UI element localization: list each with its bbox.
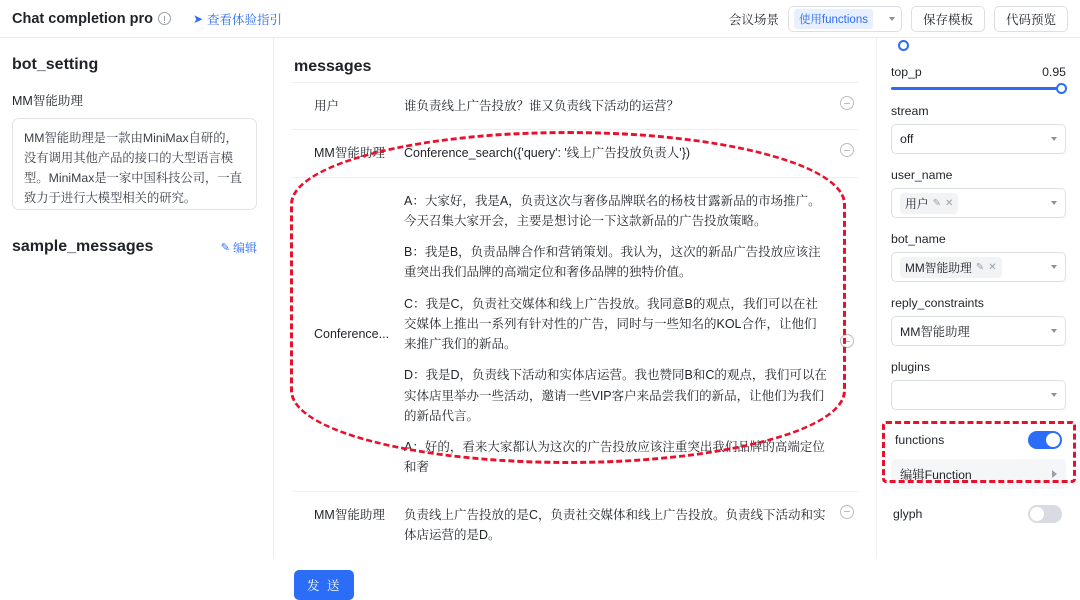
close-icon[interactable]: ✕ [945,197,954,209]
user-name-value: 用户 [905,196,929,211]
bot-name-label: bot_name [891,232,946,246]
glyph-toggle-row [891,505,1066,523]
top-p-slider-fill [891,87,1061,90]
reply-constraints-value: MM智能助理 [900,325,970,339]
code-preview-button[interactable]: 代码预览 [994,6,1068,32]
message-role: Conference... [314,327,390,341]
message-role: 用户 [314,99,340,113]
top-bar [0,0,1080,38]
messages-title: messages [294,58,372,75]
edit-sample-messages-link[interactable] [221,239,257,256]
pencil-icon[interactable]: ✎ [932,197,941,209]
reply-constraints-label: reply_constraints [891,296,984,310]
message-paragraph: A：大家好，我是A，负责这次与奢侈品牌联名的杨枝甘露新品的市场推广。今天召集大家开会，主要是想讨论一下这款新品的广告投放策略。 [404,193,821,228]
message-content[interactable]: 谁负责线上广告投放？谁又负责线下活动的运营？ [404,99,680,113]
plugins-select[interactable] [891,380,1066,410]
sample-messages-header [12,238,257,256]
toggle-knob [1046,433,1060,447]
user-name-label: user_name [891,168,953,182]
close-icon[interactable]: ✕ [988,261,997,273]
stream-label: stream [891,104,929,118]
edit-function-button[interactable] [891,459,1066,489]
minus-circle-icon[interactable] [840,505,854,519]
info-circle-icon[interactable] [158,12,171,25]
message-paragraph: C：我是C，负责社交媒体和线上广告投放。我同意B的观点，我们可以在社交媒体上推出一系列有针对性的广告，同时与一些知名的KOL合作，让他们来推广我们的新品。 [404,296,818,351]
functions-toggle-row [891,426,1066,454]
reply-constraints-select[interactable] [891,316,1066,346]
pencil-icon[interactable]: ✎ [975,261,985,273]
guide-link[interactable] [193,10,282,28]
message-paragraph: D：我是D，负责线下活动和实体店运营。我也赞同B和C的观点，我们可以在实体店里举办一些活动，邀请一些VIP客户来品尝我们的新品，让他们为我们的新品代言。 [404,368,827,423]
bot-name-value: MM智能助理 [905,260,972,275]
chevron-right-icon [1052,470,1057,478]
chevron-down-icon [1051,201,1057,205]
message-paragraph: A：好的，看来大家都认为这次的广告投放应该注重突出我们品牌的高端定位和奢 [404,440,825,475]
message-row [292,129,858,176]
minus-circle-icon[interactable] [840,96,854,110]
top-p-value: 0.95 [1042,65,1066,79]
bot-name-label: MM智能助理 [12,94,83,108]
pencil-icon: ✎ [220,241,230,254]
message-content[interactable]: 负责线上广告投放的是C，负责社交媒体和线上广告投放。负责线下活动和实体店运营的是D。 [404,507,826,542]
send-button[interactable]: 发 送 [294,570,354,600]
bot-description-text: MM智能助理是一款由MiniMax自研的，没有调用其他产品的接口的大型语言模型。MiniMax是一家中国科技公司，一直致力于进行大模型相关的研究。 [24,131,242,205]
toggle-knob [1030,507,1044,521]
previous-slider-track[interactable] [891,44,1066,47]
right-panel [876,38,1080,558]
scene-select[interactable] [788,6,902,32]
scene-tag: 使用functions [794,9,873,29]
message-role: MM智能助理 [314,507,385,522]
message-paragraph: B：我是B，负责品牌合作和营销策划。我认为，这次的新品广告投放应该注重突出我们品牌的高端定位和奢侈品牌的独特价值。 [404,245,821,280]
scene-label: 会议场景 [728,12,779,27]
app-title [12,11,171,27]
functions-label: functions [895,433,945,447]
user-name-select[interactable] [891,188,1066,218]
previous-slider-knob[interactable] [898,40,909,51]
chevron-down-icon [1051,393,1057,397]
chevron-down-icon [1051,329,1057,333]
stream-value: off [900,132,914,146]
message-row [292,177,858,491]
top-p-label: top_p [891,65,922,79]
glyph-toggle[interactable] [1028,505,1062,523]
top-p-label-row [891,65,1066,79]
guide-link-label: 查看体验指引 [207,12,283,27]
bot-name-tag[interactable] [900,257,1002,278]
edit-label: 编辑 [232,240,257,255]
bot-name-select[interactable] [891,252,1066,282]
functions-toggle[interactable] [1028,431,1062,449]
message-row [292,82,858,129]
save-template-button[interactable]: 保存模板 [911,6,985,32]
top-p-slider-track[interactable] [891,87,1066,90]
top-p-slider[interactable] [891,87,1066,90]
message-content[interactable]: Conference_search({'query': '线上广告投放负责人'}) [404,146,691,161]
chevron-down-icon [1051,137,1057,141]
top-p-slider-knob[interactable] [1056,83,1067,94]
paper-plane-icon: ➤ [192,11,204,26]
message-role: MM智能助理 [314,146,385,161]
sample-messages-title: sample_messages [12,238,154,255]
bot-setting-title: bot_setting [12,56,99,73]
chevron-down-icon [889,17,895,21]
top-bar-actions [729,6,1068,32]
plugins-label: plugins [891,360,930,374]
user-name-tag[interactable] [900,193,958,214]
glyph-label: glyph [893,507,923,521]
edit-function-label: 编辑Function [900,468,972,482]
chevron-down-icon [1051,265,1057,269]
left-panel [0,38,274,558]
minus-circle-icon[interactable] [840,334,854,348]
message-row [292,491,858,559]
bot-description-box[interactable] [12,118,257,210]
app-title-text: Chat completion pro [12,10,153,27]
messages-panel [274,38,876,593]
stream-select[interactable] [891,124,1066,154]
message-content[interactable] [404,191,858,478]
